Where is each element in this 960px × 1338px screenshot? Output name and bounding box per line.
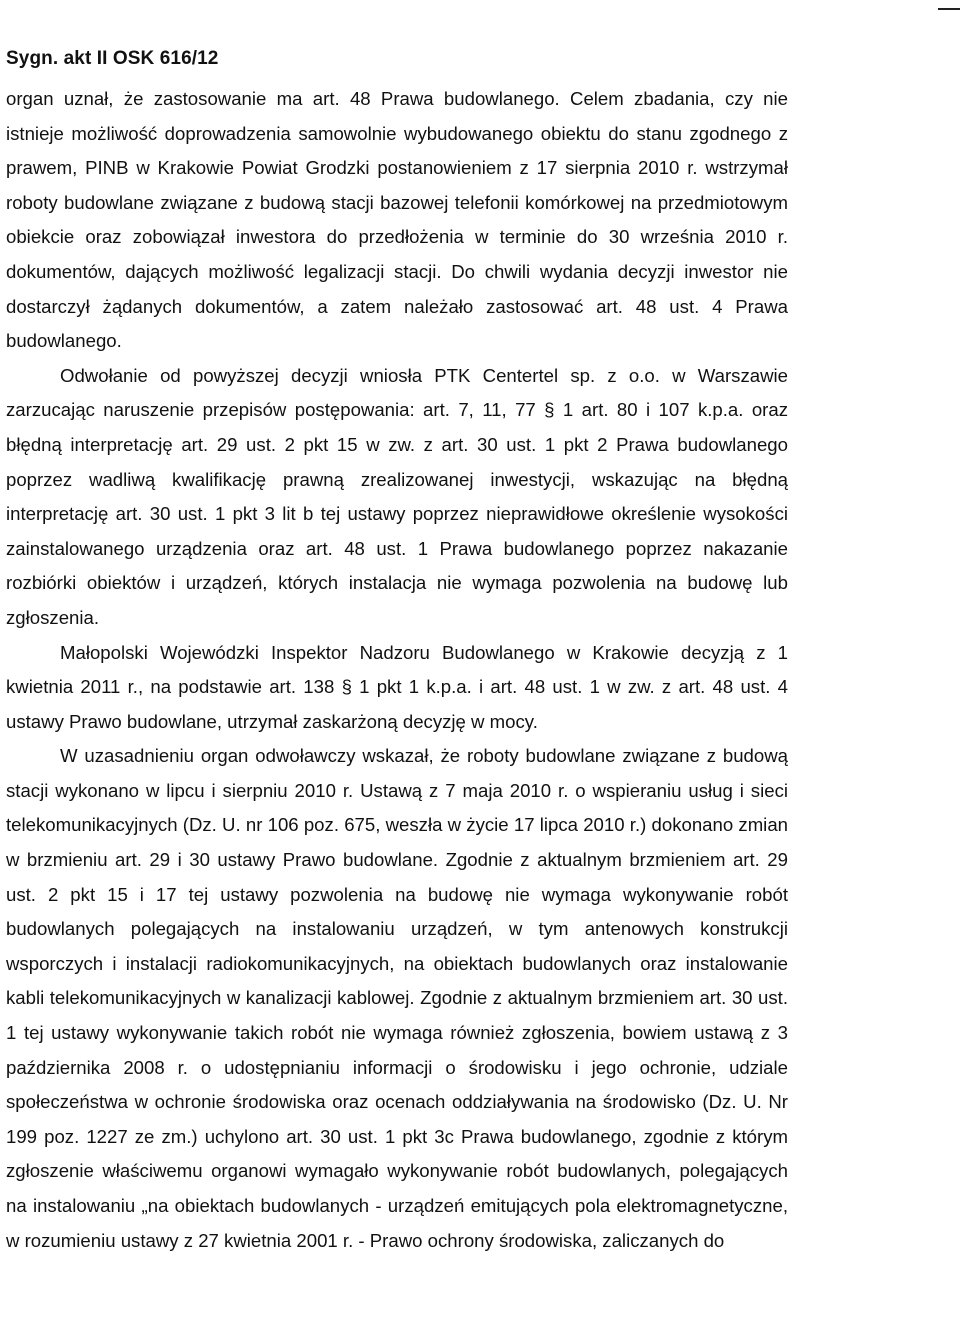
- page-corner-mark: [938, 8, 960, 10]
- document-body: [6, 82, 788, 1258]
- paragraph-2: Odwołanie od powyższej decyzji wniosła PTK Centertel sp. z o.o. w Warszawie zarzucając naruszenie przepisów postępowania: art. 7, 11, 77 § 1 art. 80 i 107 k.p.a. oraz błędną interpretację art. 29 ust. 2 pkt 15 w zw. z art. 30 ust. 1 pkt 2 Prawa budowlanego poprzez wadliwą kwalifikację prawną zrealizowanej inwestycji, wskazując na błędną interpretację art. 30 ust. 1 pkt 3 lit b tej ustawy poprzez nieprawidłowe określenie wysokości zainstalowanego urządzenia oraz art. 48 ust. 1 Prawa budowlanego poprzez nakazanie rozbiórki obiektów i urządzeń, których instalacja nie wymaga pozwolenia na budowę lub zgłoszenia.: [6, 364, 788, 628]
- paragraph-3: Małopolski Wojewódzki Inspektor Nadzoru Budowlanego w Krakowie decyzją z 1 kwietnia 2011 r., na podstawie art. 138 § 1 pkt 1 k.p.a. i art. 48 ust. 1 w zw. z art. 48 ust. 4 ustawy Prawo budowlane, utrzymał zaskarżoną decyzję w mocy.: [6, 641, 788, 732]
- paragraph-4: W uzasadnieniu organ odwoławczy wskazał, że roboty budowlane związane z budową stacji wykonano w lipcu i sierpniu 2010 r. Ustawą z 7 maja 2010 r. o wspieraniu usług i sieci telekomunikacyjnych (Dz. U. nr 106 poz. 675, weszła w życie 17 lipca 2010 r.) dokonano zmian w brzmieniu art. 29 i 30 ustawy Prawo budowlane. Zgodnie z aktualnym brzmieniem art. 29 ust. 2 pkt 15 i 17 tej ustawy pozwolenia na budowę nie wymaga wykonywanie robót budowlanych polegających na instalowaniu urządzeń, w tym antenowych konstrukcji wsporczych i instalacji radiokomunikacyjnych, na obiektach budowlanych oraz instalowanie kabli telekomunikacyjnych w kanalizacji kablowej. Zgodnie z aktualnym brzmieniem art. 30 ust. 1 tej ustawy wykonywanie takich robót nie wymaga również zgłoszenia, bowiem ustawą z 3 października 2008 r. o udostępnianiu informacji o środowisku i jego ochronie, udziale społeczeństwa w ochronie środowiska oraz ocenach oddziaływania na środowisko (Dz. U. Nr 199 poz. 1227 ze zm.) uchylono art. 30 ust. 1 pkt 3c Prawa budowlanego, zgodnie z którym zgłoszenie właściwemu organowi wymagało wykonywanie robót budowlanych, polegających na instalowaniu „na obiektach budowlanych - urządzeń emitujących pola elektromagnetyczne, w rozumieniu ustawy z 27 kwietnia 2001 r. - Prawo ochrony środowiska, zaliczanych do: [6, 745, 788, 1251]
- paragraph-1: organ uznał, że zastosowanie ma art. 48 Prawa budowlanego. Celem zbadania, czy nie istnieje możliwość doprowadzenia samowolnie wybudowanego obiektu do stanu zgodnego z prawem, PINB w Krakowie Powiat Grodzki postanowieniem z 17 sierpnia 2010 r. wstrzymał roboty budowlane związane z budową stacji bazowej telefonii komórkowej na przedmiotowym obiekcie oraz zobowiązał inwestora do przedłożenia w terminie do 30 września 2010 r. dokumentów, dających możliwość legalizacji stacji. Do chwili wydania decyzji inwestor nie dostarczył żądanych dokumentów, a zatem należało zastosować art. 48 ust. 4 Prawa budowlanego.: [6, 88, 788, 352]
- case-signature: Sygn. akt II OSK 616/12: [6, 48, 219, 69]
